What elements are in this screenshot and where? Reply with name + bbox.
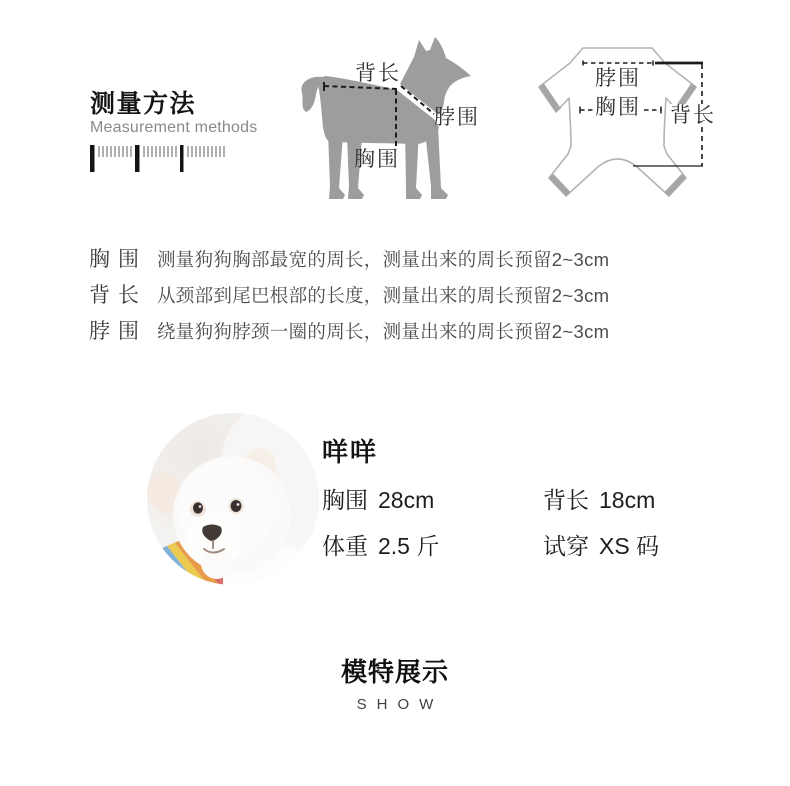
stat-weight — [322, 528, 543, 561]
stat-size — [543, 528, 659, 561]
stat-value: XS 码 — [599, 533, 660, 559]
section-title-show: 模特展示 — [340, 657, 449, 687]
model-dog-photo — [147, 413, 319, 585]
dog-chest-girth-label: 胸围 — [354, 148, 400, 171]
stat-chest — [322, 482, 543, 515]
measure-row-desc: 测量狗狗胸部最宽的周长，测量出来的周长预留2~3cm — [157, 249, 610, 270]
garment-chest-girth-label: 胸围 — [595, 96, 641, 119]
section-subtitle-show: SHOW — [356, 696, 444, 713]
stat-label: 背长 — [543, 487, 589, 513]
section-title-measure: 测量方法 — [90, 90, 197, 118]
dog-silhouette-figure — [300, 32, 480, 202]
stat-back — [543, 482, 659, 515]
measure-row-back — [89, 279, 609, 309]
model-name: 咩咩 — [322, 437, 379, 467]
stat-value: 28cm — [378, 487, 435, 513]
stat-label: 胸围 — [322, 487, 368, 513]
measure-row-neck — [89, 315, 609, 345]
measure-row-desc: 绕量狗狗脖颈一圈的周长，测量出来的周长预留2~3cm — [157, 321, 610, 342]
ruler-icon — [90, 145, 230, 173]
dog-back-length-label: 背长 — [355, 62, 401, 85]
garment-back-length-label: 背长 — [670, 104, 716, 127]
measure-row-desc: 从颈部到尾巴根部的长度，测量出来的周长预留2~3cm — [157, 285, 610, 306]
measure-row-label: 背长 — [89, 284, 147, 307]
stat-label: 试穿 — [543, 533, 589, 559]
model-stats — [322, 482, 659, 561]
stat-value: 2.5 斤 — [378, 533, 440, 559]
dog-eye-left — [193, 502, 203, 513]
measure-row-chest — [89, 243, 609, 273]
stat-label: 体重 — [322, 533, 368, 559]
dog-eye-right — [231, 500, 242, 512]
stat-value: 18cm — [599, 487, 656, 513]
dog-neck-girth-label: 脖围 — [434, 106, 480, 129]
section-subtitle-measure: Measurement methods — [90, 119, 258, 136]
garment-diagram-figure — [520, 40, 740, 200]
measure-row-label: 胸围 — [89, 248, 147, 271]
measure-row-label: 脖围 — [89, 320, 147, 343]
garment-neck-girth-label: 脖围 — [595, 67, 641, 90]
